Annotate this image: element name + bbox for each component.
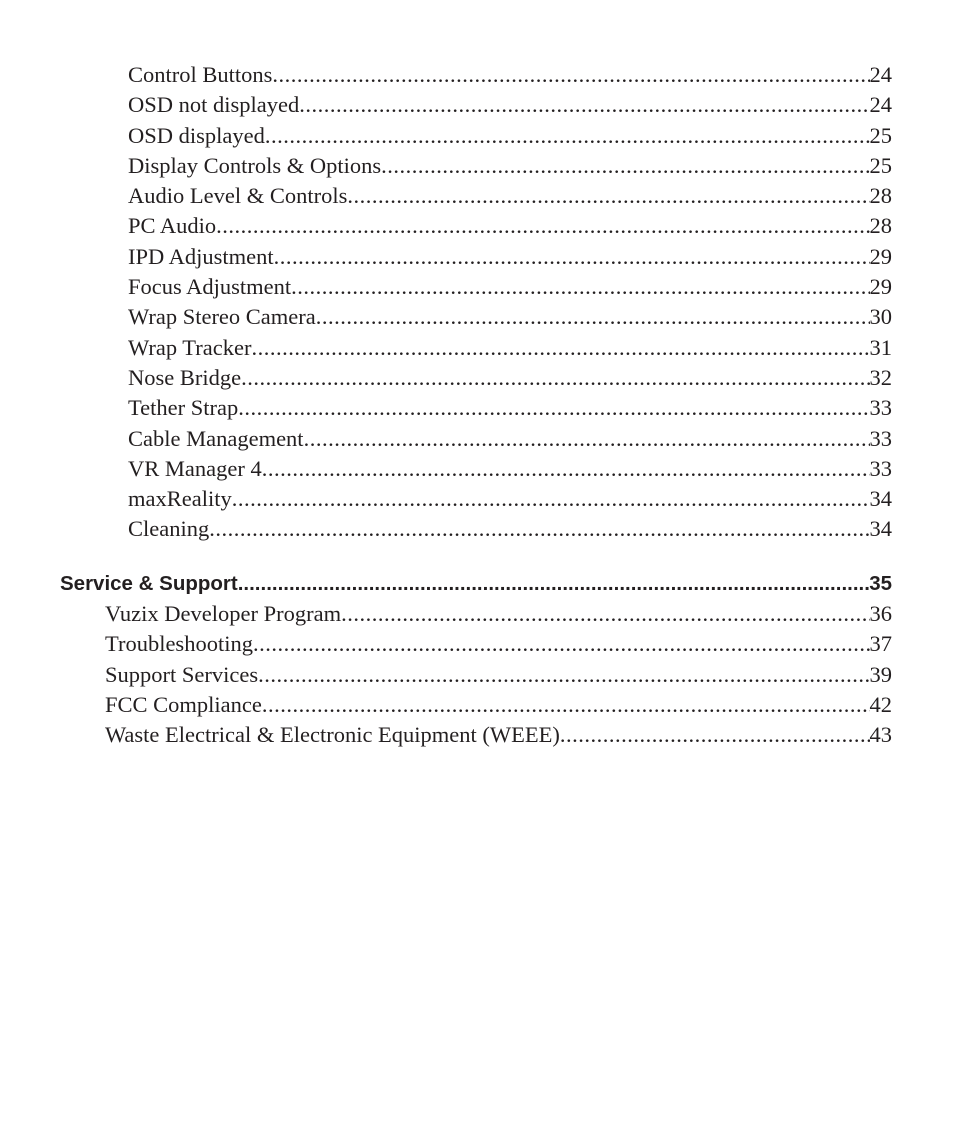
dot-leader (216, 211, 869, 241)
toc-entry-page: 33 (869, 425, 892, 451)
toc-entry-page: 33 (869, 395, 892, 421)
toc-group-service (0, 599, 954, 750)
dot-leader (238, 393, 869, 423)
dot-leader (232, 484, 870, 514)
toc-entry[interactable] (128, 302, 892, 332)
toc-entry[interactable] (128, 484, 892, 514)
toc-entry-title: Nose Bridge (128, 364, 242, 390)
toc-entry-page: 32 (869, 364, 892, 390)
toc-entry[interactable] (105, 720, 892, 750)
toc-entry-page: 24 (869, 92, 892, 118)
toc-entry-title: OSD not displayed (128, 92, 300, 118)
toc-entry-title: OSD displayed (128, 122, 265, 148)
dot-leader (274, 242, 870, 272)
dot-leader (560, 720, 870, 750)
toc-entry-title: Focus Adjustment (128, 274, 292, 300)
toc-entry-title: Display Controls & Options (128, 152, 382, 178)
toc-entry-page: 28 (869, 183, 892, 209)
dot-leader (299, 90, 869, 120)
toc-entry[interactable] (128, 514, 892, 544)
toc-entry-title: PC Audio (128, 213, 217, 239)
toc-entry[interactable] (105, 660, 892, 690)
dot-leader (316, 302, 870, 332)
toc-entry-title: VR Manager 4 (128, 455, 262, 481)
toc-entry-page: 30 (869, 304, 892, 330)
toc-entry-title: Troubleshooting (105, 631, 253, 657)
toc-entry-title: Waste Electrical & Electronic Equipment (WEEE) (105, 722, 560, 748)
toc-entry-title: Cable Management (128, 425, 304, 451)
toc-entry-title: Wrap Tracker (128, 334, 252, 360)
toc-entry-page: 37 (869, 631, 892, 657)
toc-entry-page: 28 (869, 213, 892, 239)
table-of-contents (0, 60, 954, 751)
dot-leader (341, 599, 869, 629)
toc-entry[interactable] (105, 690, 892, 720)
toc-entry[interactable] (128, 181, 892, 211)
toc-entry[interactable] (105, 599, 892, 629)
dot-leader (265, 121, 870, 151)
toc-entry-title: FCC Compliance (105, 691, 262, 717)
dot-leader (291, 272, 869, 302)
toc-entry-title: Cleaning (128, 516, 210, 542)
toc-entry[interactable] (128, 333, 892, 363)
toc-entry[interactable] (128, 424, 892, 454)
toc-entry-page: 25 (869, 122, 892, 148)
toc-entry-title: IPD Adjustment (128, 243, 274, 269)
toc-entry-title: Audio Level & Controls (128, 183, 348, 209)
toc-section-page: 35 (869, 571, 892, 595)
dot-leader (258, 660, 869, 690)
toc-section-title: Service & Support (60, 571, 238, 595)
toc-entry[interactable] (128, 454, 892, 484)
dot-leader (304, 424, 870, 454)
toc-entry[interactable] (128, 242, 892, 272)
toc-entry-page: 36 (869, 601, 892, 627)
toc-entry-title: Support Services (105, 661, 259, 687)
toc-entry[interactable] (128, 211, 892, 241)
toc-section-service-support[interactable] (60, 569, 892, 599)
toc-entry-title: Tether Strap (128, 395, 239, 421)
toc-entry[interactable] (128, 90, 892, 120)
toc-entry[interactable] (128, 121, 892, 151)
toc-entry-page: 42 (869, 691, 892, 717)
dot-leader (347, 181, 869, 211)
toc-entry-page: 39 (869, 661, 892, 687)
toc-entry[interactable] (128, 393, 892, 423)
toc-entry-page: 25 (869, 152, 892, 178)
dot-leader (272, 60, 869, 90)
toc-entry-title: maxReality (128, 486, 232, 512)
toc-entry[interactable] (105, 629, 892, 659)
toc-entry-page: 24 (869, 62, 892, 87)
toc-entry-page: 29 (869, 274, 892, 300)
dot-leader (262, 454, 870, 484)
dot-leader (241, 363, 869, 393)
toc-entry-page: 29 (869, 243, 892, 269)
toc-entry[interactable] (128, 151, 892, 181)
toc-entry[interactable] (128, 272, 892, 302)
toc-entry-title: Control Buttons (128, 62, 273, 87)
dot-leader (209, 514, 869, 544)
dot-leader (238, 569, 869, 599)
dot-leader (262, 690, 870, 720)
toc-entry[interactable] (128, 363, 892, 393)
toc-entry-page: 33 (869, 455, 892, 481)
toc-entry[interactable] (128, 60, 892, 90)
toc-entry-page: 34 (869, 516, 892, 542)
toc-entry-title: Wrap Stereo Camera (128, 304, 316, 330)
toc-group-display (0, 60, 954, 545)
toc-entry-title: Vuzix Developer Program (105, 601, 342, 627)
toc-entry-page: 34 (869, 486, 892, 512)
dot-leader (381, 151, 869, 181)
toc-entry-page: 43 (869, 722, 892, 748)
dot-leader (251, 333, 869, 363)
toc-entry-page: 31 (869, 334, 892, 360)
dot-leader (253, 629, 870, 659)
